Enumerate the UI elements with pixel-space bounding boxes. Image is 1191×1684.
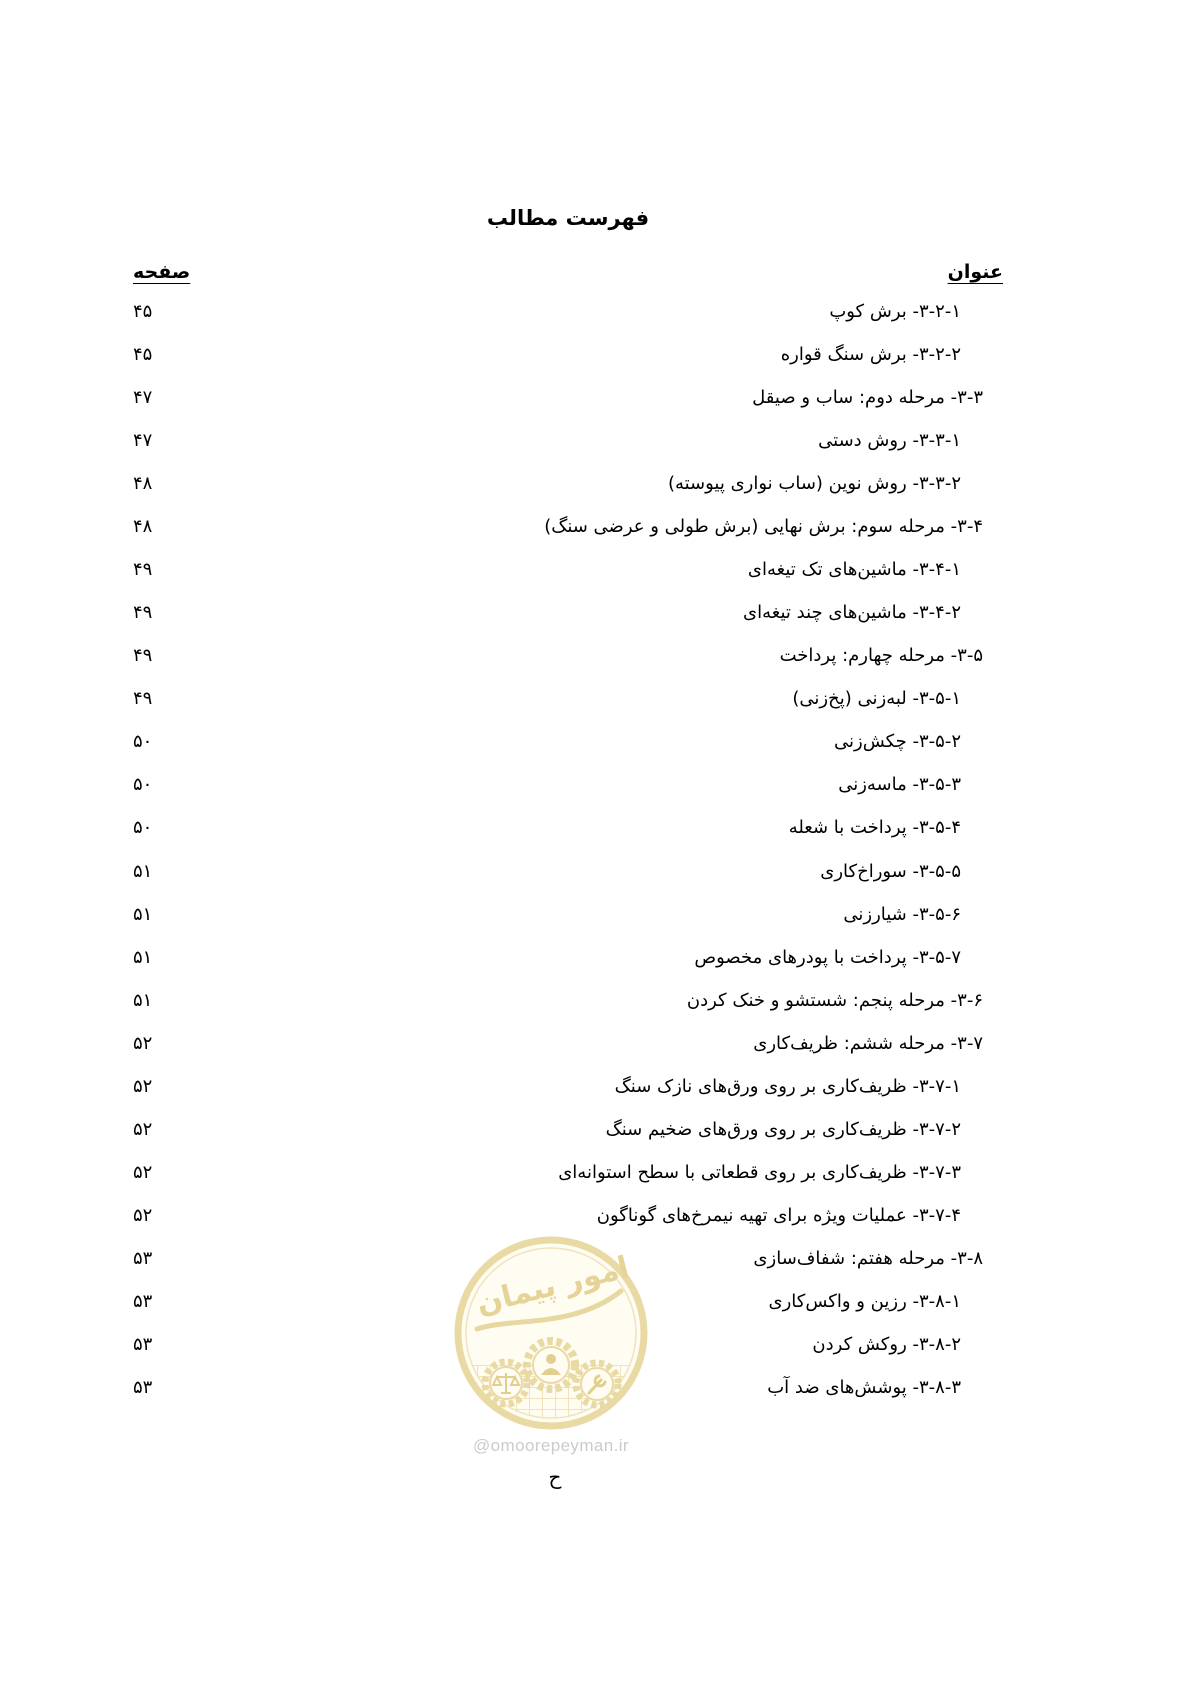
toc-entry [133,806,1003,849]
page-number: ۴۹ [133,688,153,710]
toc-entry [133,763,1003,806]
section-number: ۲-۸-۳- [912,1334,961,1356]
page-number: ۴۵ [133,343,153,365]
toc-entry-heading [843,904,961,925]
toc-entry-heading [753,1248,983,1269]
section-number: ۵-۳- [950,645,983,667]
section-title: روکش کردن [812,1334,907,1356]
page-number: ۴۸ [133,472,153,494]
page-number: ۵۳ [133,1334,153,1356]
toc-entry [133,548,1003,591]
toc-entry-heading [767,1377,961,1398]
page-number: ۵۲ [133,1032,153,1054]
section-title: چکش‌زنی [834,731,907,753]
section-number: ۱-۴-۳- [912,559,961,580]
heading-column-label: عنوان [947,261,1003,283]
toc-entry [133,419,1003,462]
toc-entry [133,677,1003,720]
page-number: ۴۷ [133,386,153,408]
section-title: پرداخت با پودرهای مخصوص [694,946,907,968]
section-number: ۶-۳- [950,989,983,1011]
section-title: ظریف‌کاری بر روی قطعاتی با سطح استوانه‌ای [558,1162,907,1184]
section-title: برش سنگ قواره [780,343,907,365]
section-title: پوشش‌های ضد آب [767,1377,907,1399]
section-number: ۴-۷-۳- [912,1205,961,1227]
section-number: ۱-۵-۳- [912,688,961,710]
toc-entry [133,376,1003,419]
section-number: ۲-۵-۳- [912,731,961,753]
watermark-seal [451,1233,651,1433]
page-number: ۴۹ [133,602,153,624]
section-number: ۵-۵-۳- [912,860,961,882]
toc-entry-heading [748,559,961,580]
section-number: ۳-۷-۳- [912,1162,961,1184]
page-number: ۵۲ [133,1205,153,1227]
page-column-label: صفحه [133,261,191,283]
toc-entry-heading [694,947,961,968]
section-title: مرحله سوم: برش نهایی (برش طولی و عرضی سنگ) [544,515,945,537]
page-number: ۵۰ [133,731,153,753]
section-number: ۲-۳-۳- [912,472,961,494]
watermark-website: @omoorepeyman.ir [473,1436,629,1455]
section-title: لبه‌زنی (پخ‌زنی) [792,688,907,710]
seal-calligraphy: امور پیمان [472,1249,633,1322]
page-number: ۴۹ [133,645,153,667]
toc-entry-heading [687,990,983,1011]
page-number: ۵۳ [133,1377,153,1399]
toc-entry-heading [780,645,983,666]
page-folio: ح [548,1465,562,1489]
toc-entry [133,979,1003,1022]
section-title: روش نوین (ساب نواری پیوسته) [667,472,907,494]
section-number: ۶-۵-۳- [912,903,961,925]
toc-entry-heading [838,774,961,795]
toc-entry [133,1065,1003,1108]
toc-entry-heading [792,688,961,709]
section-number: ۷-۵-۳- [912,946,961,968]
section-number: ۱-۳-۳- [912,429,961,451]
toc-entry-heading [558,1162,961,1183]
section-title: رزین و واکس‌کاری [768,1291,907,1313]
section-number: ۴-۳- [950,515,983,537]
toc-entry [133,333,1003,376]
toc-entry [133,505,1003,548]
page-number: ۴۹ [133,559,153,580]
toc-entry [133,893,1003,936]
toc-entry-heading [606,1119,961,1140]
toc-entry-heading [818,430,961,451]
section-title: مرحله هفتم: شفاف‌سازی [753,1248,945,1270]
section-number: ۲-۲-۳- [912,343,961,365]
section-number: ۸-۳- [950,1248,983,1270]
section-number: ۲-۷-۳- [912,1119,961,1141]
section-title: مرحله پنجم: شستشو و خنک کردن [686,989,945,1011]
toc-entry [133,936,1003,979]
toc-entry-heading [743,602,961,623]
toc-entry [133,1022,1003,1065]
toc-entry-heading [752,387,983,408]
section-number: ۴-۵-۳- [912,817,961,839]
toc-entry [133,290,1003,333]
toc-header [133,257,1003,287]
section-title: مرحله چهارم: پرداخت [779,645,945,667]
section-title: برش کوپ [829,300,907,322]
section-title: ماشین‌های تک تیغه‌ای [747,559,907,580]
section-number: ۱-۲-۳- [912,300,961,322]
gear-icon [527,1341,575,1389]
section-number: ۱-۷-۳- [912,1075,961,1097]
watermark [451,1233,651,1433]
toc-entry [133,634,1003,677]
section-title: ظریف‌کاری بر روی ورق‌های ضخیم سنگ [605,1119,907,1141]
section-title: ظریف‌کاری بر روی ورق‌های نازک سنگ [614,1075,907,1097]
page-number: ۴۷ [133,429,153,451]
page-number: ۵۲ [133,1119,153,1141]
toc-entry [133,1194,1003,1237]
page-title: فهرست مطالب [486,206,650,230]
toc-entry-heading [597,1205,961,1226]
section-title: پرداخت با شعله [788,817,907,839]
toc-entry [133,1151,1003,1194]
section-title: ماسه‌زنی [838,774,907,796]
section-title: شیارزنی [843,903,907,925]
page-number: ۴۵ [133,300,153,322]
section-number: ۷-۳- [950,1032,983,1054]
toc-entry-heading [820,861,961,882]
section-number: ۱-۸-۳- [912,1291,961,1313]
section-title: مرحله دوم: ساب و صیقل [752,386,945,408]
page-number: ۵۳ [133,1248,153,1270]
toc-entry-heading [834,731,961,752]
toc-entry [133,1108,1003,1151]
toc-entry-heading [615,1076,961,1097]
toc-entry-heading [812,1334,961,1355]
toc-entry-heading [789,817,961,838]
section-number: ۲-۴-۳- [912,602,961,624]
section-title: ماشین‌های چند تیغه‌ای [743,602,907,624]
toc-entry-heading [829,301,961,322]
toc-entry-heading [781,344,961,365]
page-number: ۵۱ [133,946,153,968]
page-number: ۵۲ [133,1075,153,1097]
page-number: ۵۱ [133,860,153,882]
page-number: ۵۰ [133,817,153,839]
page-number: ۵۱ [133,903,153,925]
section-number: ۳-۸-۳- [912,1377,961,1399]
toc-entry [133,591,1003,634]
section-number: ۳-۳- [950,386,983,408]
toc-entry [133,850,1003,893]
page-number: ۴۸ [133,515,153,537]
page-number: ۵۱ [133,989,153,1011]
toc-entry-heading [753,1033,983,1054]
toc-entry-heading [768,1291,961,1312]
page-number: ۵۲ [133,1162,153,1184]
toc-entry-heading [668,473,961,494]
section-number: ۳-۵-۳- [912,774,961,796]
section-title: مرحله ششم: ظریف‌کاری [753,1032,945,1054]
section-title: سوراخ‌کاری [820,860,907,882]
page-number: ۵۰ [133,774,153,796]
page-number: ۵۳ [133,1291,153,1313]
section-title: عملیات ویژه برای تهیه نیمرخ‌های گوناگون [596,1205,907,1227]
toc-entry [133,720,1003,763]
section-title: روش دستی [818,429,907,451]
toc-entry [133,462,1003,505]
toc-entry-heading [544,516,983,537]
